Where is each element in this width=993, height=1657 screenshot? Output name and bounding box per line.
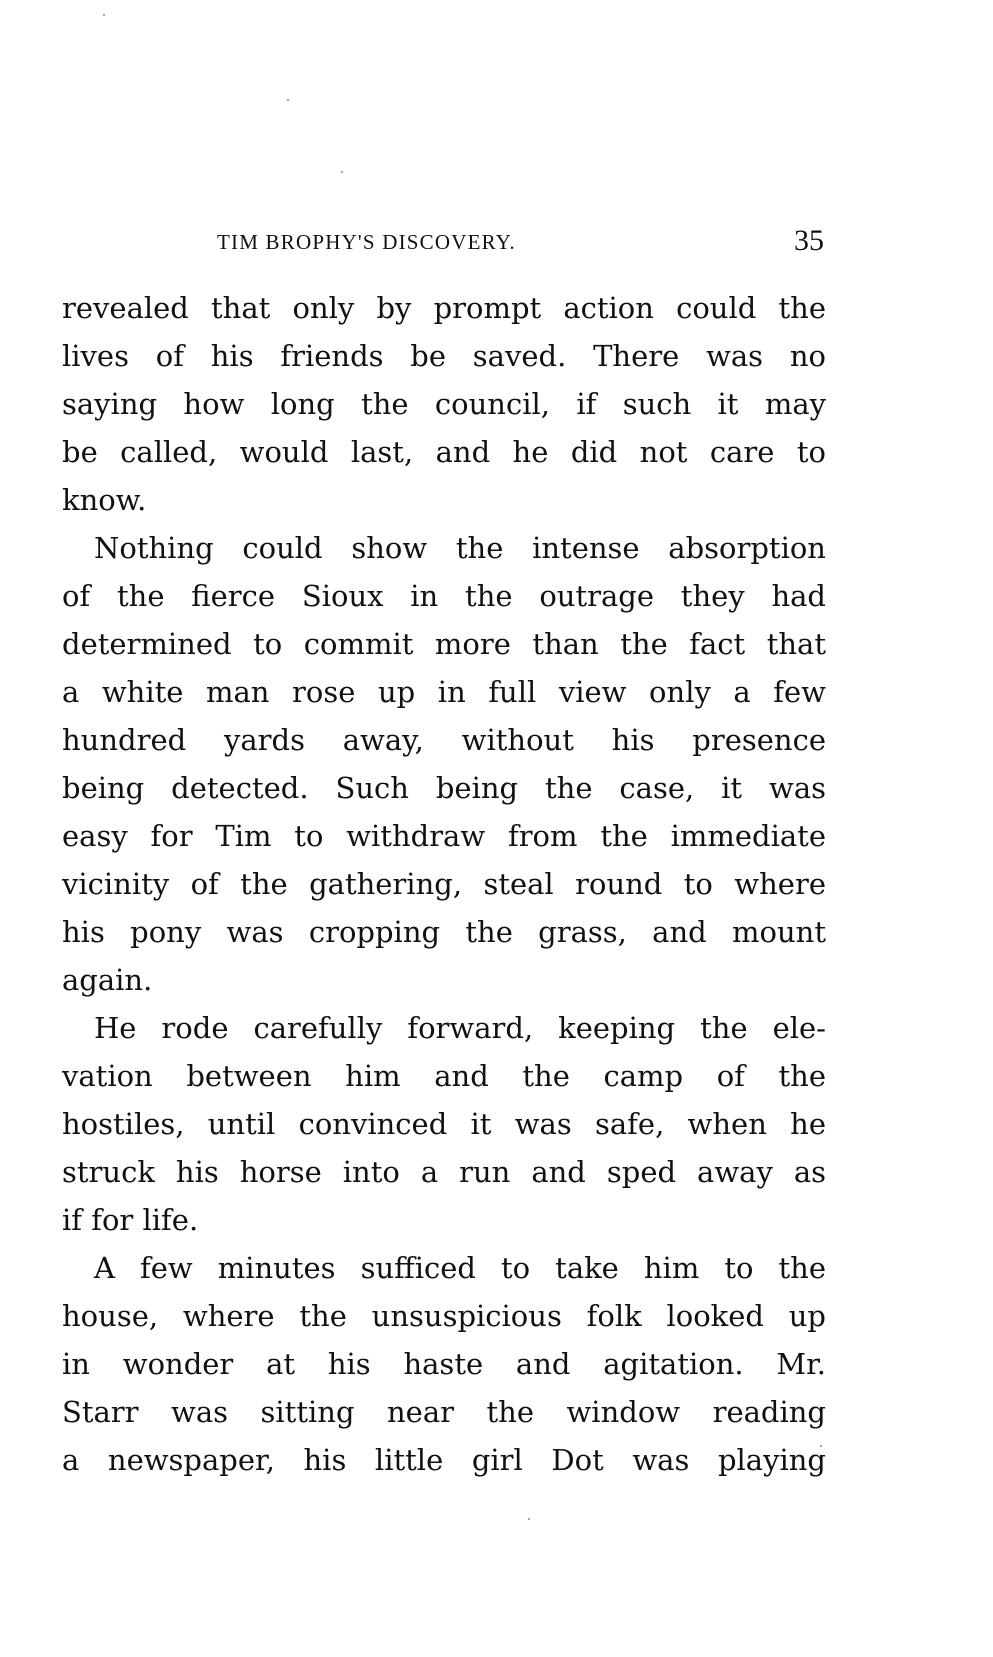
paragraph bbox=[62, 1004, 826, 1244]
text-line: his pony was cropping the grass, and mount bbox=[62, 915, 826, 949]
paper-speck bbox=[528, 1518, 530, 1520]
paragraph bbox=[62, 284, 826, 524]
text-line: of the fierce Sioux in the outrage they had bbox=[62, 579, 826, 613]
text-line: vicinity of the gathering, steal round to where bbox=[62, 867, 826, 901]
text-line: be called, would last, and he did not care to bbox=[62, 435, 826, 469]
text-line: a white man rose up in full view only a few bbox=[62, 675, 826, 709]
text-line: hostiles, until convinced it was safe, when he bbox=[62, 1107, 826, 1141]
text-line: a newspaper, his little girl Dot was playing bbox=[62, 1443, 826, 1477]
text-line: know. bbox=[62, 483, 147, 517]
page-header bbox=[60, 226, 824, 266]
text-line: revealed that only by prompt action could the bbox=[62, 291, 826, 325]
text-line: Nothing could show the intense absorption bbox=[94, 531, 826, 565]
text-line: struck his horse into a run and sped away as bbox=[62, 1155, 826, 1189]
text-line: vation between him and the camp of the bbox=[62, 1059, 826, 1093]
text-line: saying how long the council, if such it may bbox=[62, 387, 826, 421]
paper-speck bbox=[103, 14, 105, 16]
text-line: lives of his friends be saved. There was no bbox=[62, 339, 826, 373]
text-line: in wonder at his haste and agitation. Mr. bbox=[62, 1347, 826, 1381]
text-line: A few minutes sufficed to take him to the bbox=[94, 1251, 826, 1285]
text-line: easy for Tim to withdraw from the immediate bbox=[62, 819, 826, 853]
body-text bbox=[62, 284, 826, 1484]
text-line: Starr was sitting near the window reading bbox=[62, 1395, 826, 1429]
text-line: house, where the unsuspicious folk looked up bbox=[62, 1299, 826, 1333]
text-line: if for life. bbox=[62, 1203, 199, 1237]
running-title: TIM BROPHY'S DISCOVERY. bbox=[217, 230, 516, 254]
page-number: 35 bbox=[794, 224, 824, 257]
text-line: again. bbox=[62, 963, 153, 997]
text-line: being detected. Such being the case, it was bbox=[62, 771, 826, 805]
paper-speck bbox=[341, 171, 343, 173]
text-line: He rode carefully forward, keeping the ele- bbox=[94, 1011, 826, 1045]
paragraph bbox=[62, 524, 826, 1004]
text-line: determined to commit more than the fact that bbox=[62, 627, 826, 661]
paragraph bbox=[62, 1244, 826, 1484]
paper-speck bbox=[287, 99, 289, 101]
text-line: hundred yards away, without his presence bbox=[62, 723, 826, 757]
